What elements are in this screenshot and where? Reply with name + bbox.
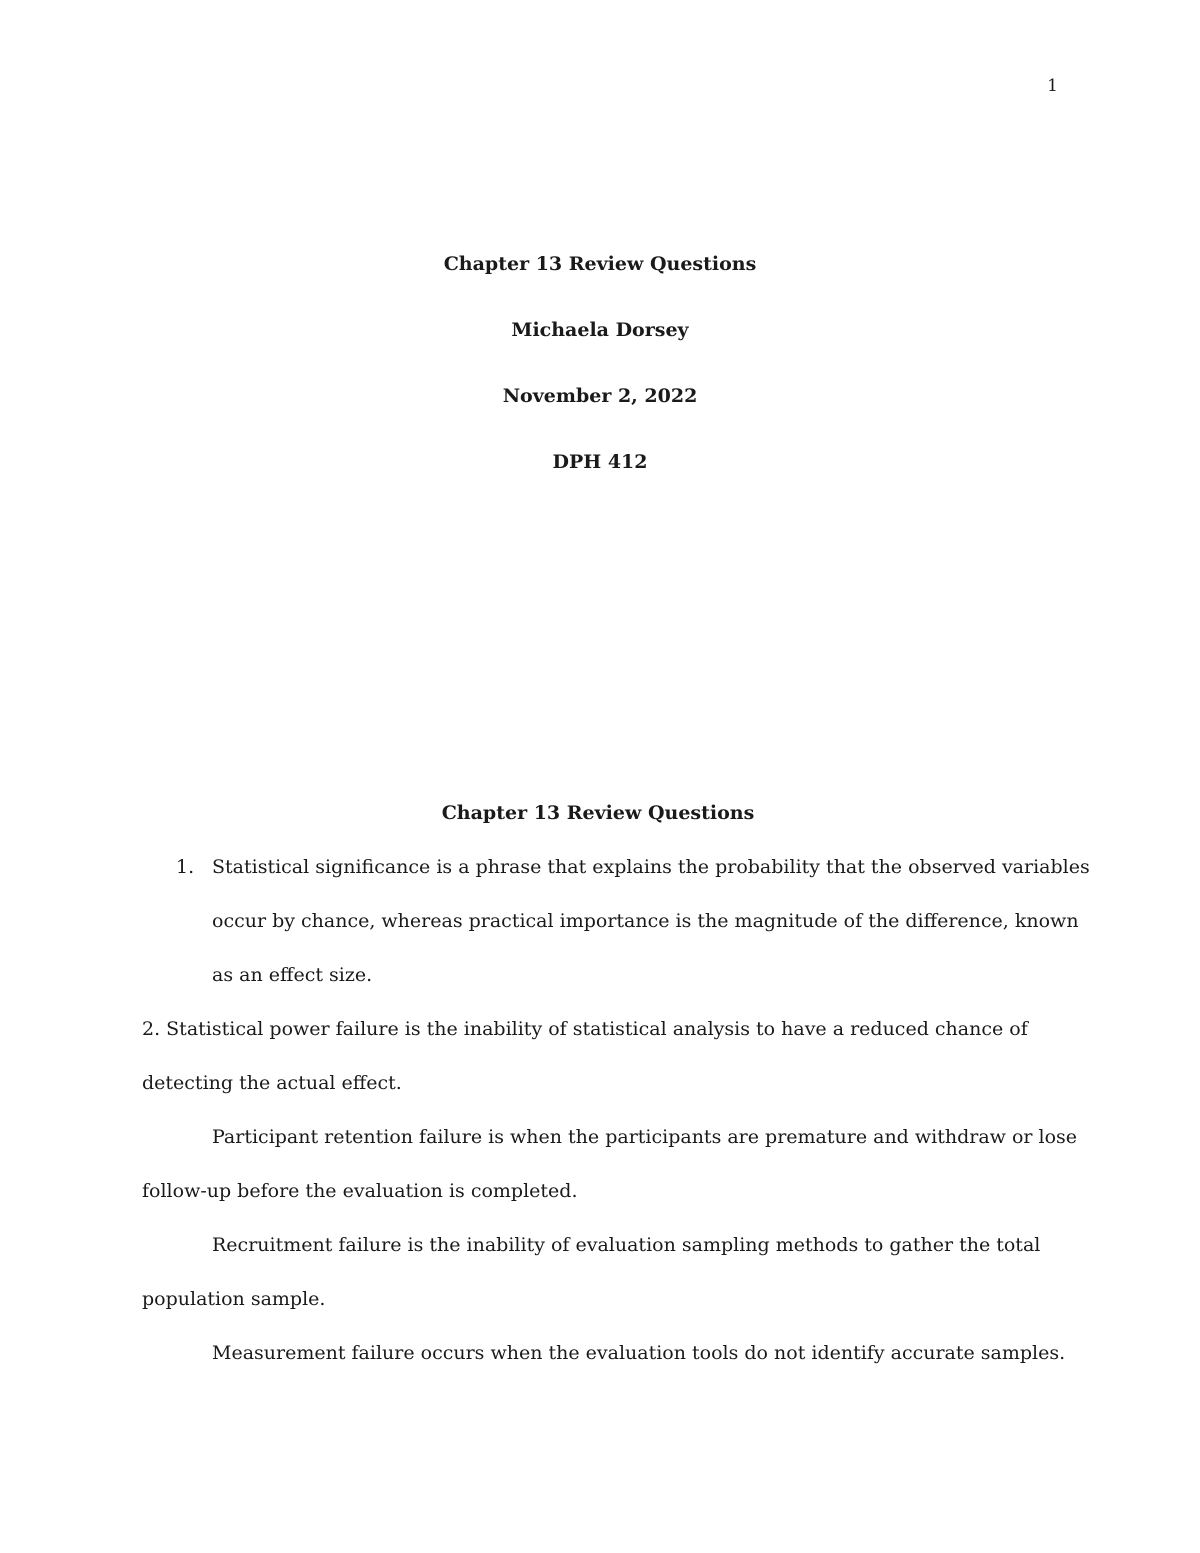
title-page-block bbox=[0, 250, 1200, 514]
measurement-line-1: Measurement failure occurs when the evaluation tools do not identify accurate samples. bbox=[212, 1342, 1066, 1364]
course-code: DPH 412 bbox=[552, 451, 648, 473]
document-date: November 2, 2022 bbox=[502, 385, 698, 407]
item2-line-1: 2. Statistical power failure is the inability of statistical analysis to have a reduced chance of bbox=[142, 1018, 1028, 1040]
retention-line-2: follow-up before the evaluation is completed. bbox=[142, 1180, 578, 1202]
item1-line-2: occur by chance, whereas practical importance is the magnitude of the difference, known bbox=[212, 910, 1079, 932]
item1-line-3: as an effect size. bbox=[212, 964, 373, 986]
item1-line-1: Statistical significance is a phrase that explains the probability that the observed variables bbox=[212, 856, 1090, 878]
retention-line-1: Participant retention failure is when the participants are premature and withdraw or lose bbox=[212, 1126, 1078, 1148]
list-number-1: 1. bbox=[176, 856, 195, 878]
item2-line-2: detecting the actual effect. bbox=[142, 1072, 402, 1094]
recruitment-line-1: Recruitment failure is the inability of evaluation sampling methods to gather the total bbox=[212, 1234, 1041, 1256]
page-number: 1 bbox=[1047, 76, 1058, 96]
recruitment-line-2: population sample. bbox=[142, 1288, 326, 1310]
body-heading: Chapter 13 Review Questions bbox=[441, 802, 755, 824]
author-name: Michaela Dorsey bbox=[511, 319, 689, 341]
document-title: Chapter 13 Review Questions bbox=[443, 253, 757, 275]
